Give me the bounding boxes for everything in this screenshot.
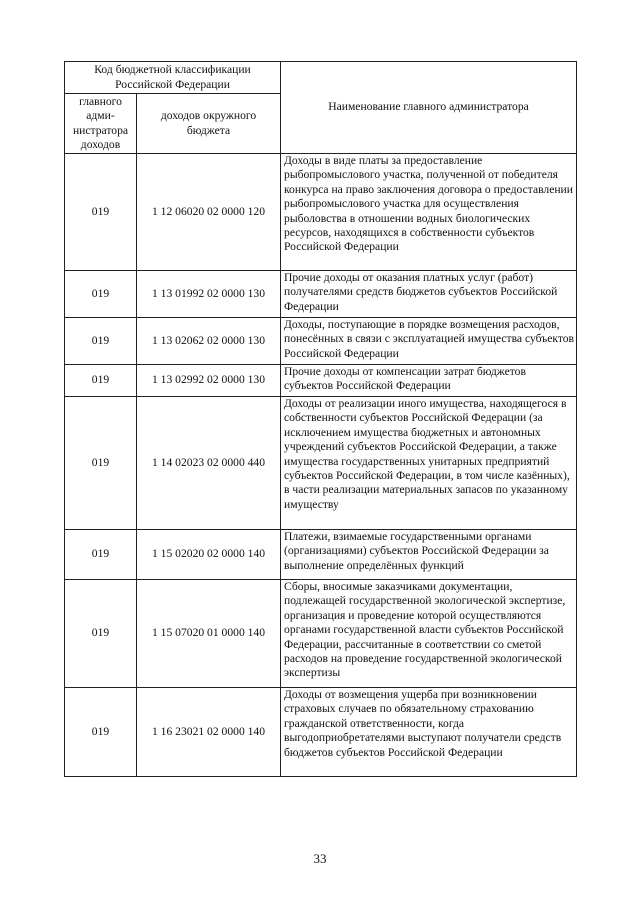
- revenue-code: 1 15 02020 02 0000 140: [137, 530, 281, 580]
- admin-code: 019: [65, 271, 137, 318]
- header-administrator-name: Наименование главного администратора: [281, 62, 577, 154]
- revenue-classification-table: [64, 61, 577, 777]
- page-number: 33: [313, 851, 327, 866]
- table-row: [65, 318, 577, 365]
- revenue-name: Доходы от возмещения ущерба при возникновении страховых случаев по обязательному страхованию гражданской ответственности, когда выгодоприобретателями выступают получатели средств бюджетов субъектов Российской Федерации: [281, 688, 577, 777]
- table-row: [65, 271, 577, 318]
- revenue-name: Доходы, поступающие в порядке возмещения расходов, понесённых в связи с эксплуатацией имущества субъектов Российской Федерации: [281, 318, 577, 365]
- table-row: [65, 580, 577, 688]
- admin-code: 019: [65, 688, 137, 777]
- table-row: [65, 530, 577, 580]
- revenue-code: 1 14 02023 02 0000 440: [137, 397, 281, 530]
- revenue-name: Доходы от реализации иного имущества, находящегося в собственности субъектов Российской Федерации (за исключением имущества бюджетных и автономных учреждений субъектов Российской Федерации, а также имущества государственных унитарных предприятий субъектов Российской Федерации, в том числе казённых), в части реализации материальных запасов по указанному имуществу: [281, 397, 577, 530]
- revenue-code: 1 15 07020 01 0000 140: [137, 580, 281, 688]
- revenue-name: Прочие доходы от оказания платных услуг (работ) получателями средств бюджетов субъектов Российской Федерации: [281, 271, 577, 318]
- revenue-code: 1 13 02992 02 0000 130: [137, 365, 281, 397]
- table-row: [65, 365, 577, 397]
- admin-code: 019: [65, 365, 137, 397]
- header-classification-code: Код бюджетной классификации Российской Федерации: [65, 62, 281, 94]
- revenue-name: Доходы в виде платы за предоставление рыбопромыслового участка, полученной от победителя конкурса на право заключения договора о предоставлении рыбопромыслового участка для осуществления рыболовства в отношении водных биологических ресурсов, находящихся в собственности субъектов Российской Федерации: [281, 154, 577, 271]
- admin-code: 019: [65, 397, 137, 530]
- table-row: [65, 154, 577, 271]
- admin-code: 019: [65, 580, 137, 688]
- admin-code: 019: [65, 154, 137, 271]
- header-district-revenue: доходов окружного бюджета: [137, 94, 281, 154]
- revenue-code: 1 13 02062 02 0000 130: [137, 318, 281, 365]
- admin-code: 019: [65, 530, 137, 580]
- revenue-name: Сборы, вносимые заказчиками документации, подлежащей государственной экологической экспертизе, организация и проведение которой осуществляются органами государственной власти субъектов Российской Федерации, рассчитанные в соответствии со сметой расходов на проведение государственной экологической экспертизы: [281, 580, 577, 688]
- header-chief-administrator: главного адми-нистратора доходов: [65, 94, 137, 154]
- revenue-code: 1 13 01992 02 0000 130: [137, 271, 281, 318]
- revenue-code: 1 12 06020 02 0000 120: [137, 154, 281, 271]
- revenue-code: 1 16 23021 02 0000 140: [137, 688, 281, 777]
- revenue-name: Платежи, взимаемые государственными органами (организациями) субъектов Российской Федерации за выполнение определённых функций: [281, 530, 577, 580]
- admin-code: 019: [65, 318, 137, 365]
- revenue-name: Прочие доходы от компенсации затрат бюджетов субъектов Российской Федерации: [281, 365, 577, 397]
- table-row: [65, 397, 577, 530]
- table-row: [65, 688, 577, 777]
